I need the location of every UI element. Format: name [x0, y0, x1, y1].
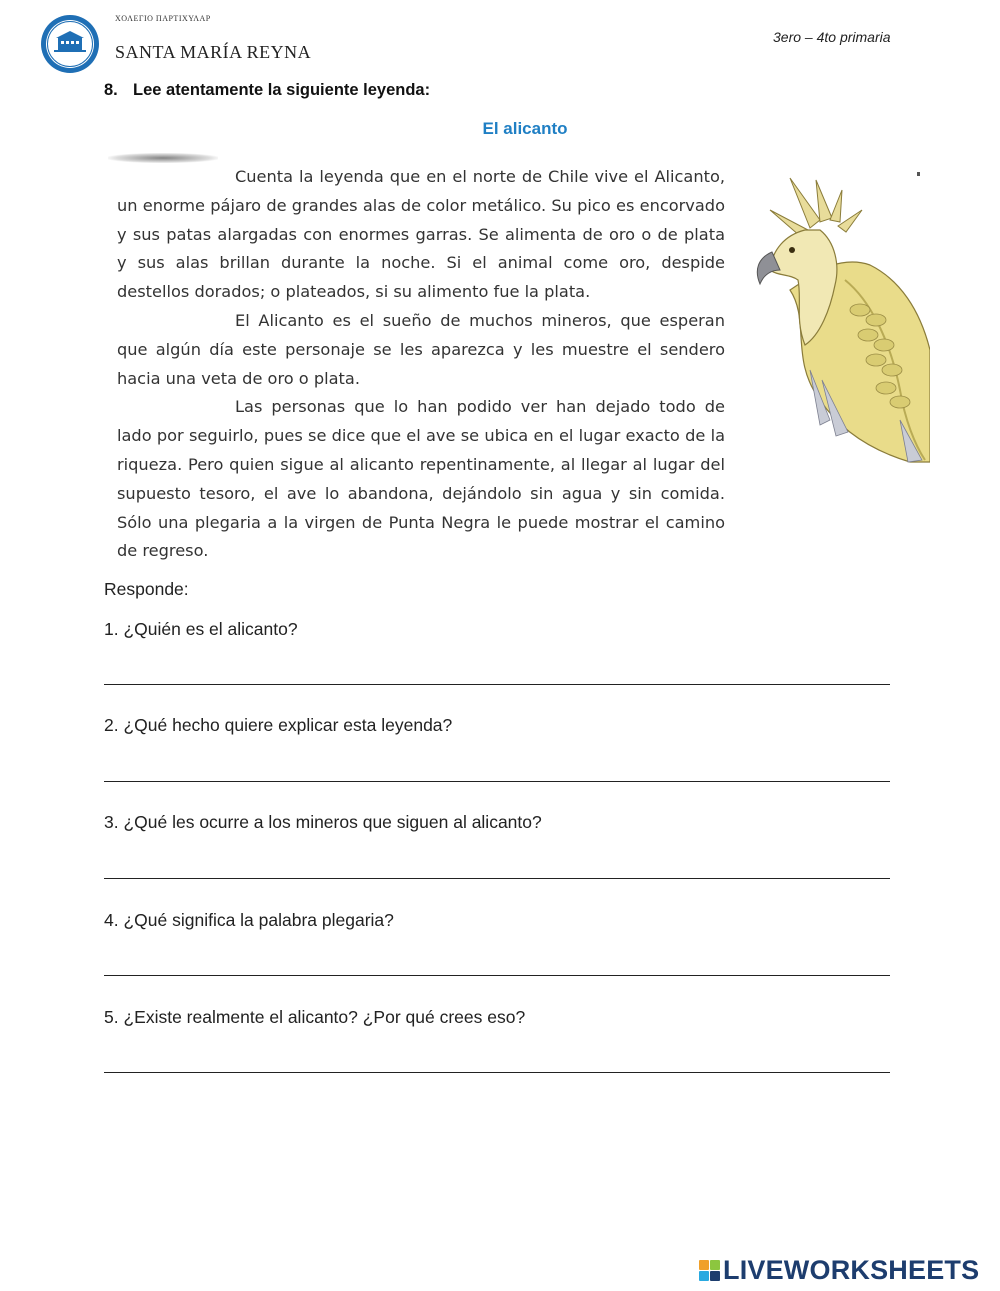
story-paragraph: Cuenta la leyenda que en el norte de Chile vive el Alicanto, un enorme pájaro de grandes alas de color metálico. Su pico es encorvado y sus patas alargadas con enormes garras. Se alimenta de oro o de plata y sus alas brillan durante la noche. Si el animal come oro, despide destellos dorados; o plateados, si su alimento fue la plata.	[117, 167, 725, 302]
instruction-text: Lee atentamente la siguiente leyenda:	[133, 81, 431, 99]
instruction-number: 8.	[104, 81, 118, 99]
story-text	[117, 163, 725, 566]
scan-dot	[917, 172, 920, 176]
school-name: SANTA MARÍA REYNA	[115, 42, 312, 62]
scan-smudge	[108, 153, 218, 163]
question-1: 1. ¿Quién es el alicanto?	[104, 619, 298, 639]
answer-line-1[interactable]	[104, 684, 890, 685]
story-paragraph: El Alicanto es el sueño de muchos mineros, que esperan que algún día este personaje se les aparezca y les muestre el sendero hacia una veta de oro o plata.	[117, 310, 725, 388]
answer-line-2[interactable]	[104, 781, 890, 782]
answer-line-3[interactable]	[104, 878, 890, 879]
story-paragraph: Las personas que lo han podido ver han dejado todo de lado por seguirlo, pues se dice que el ave se ubica en el lugar exacto de la riqueza. Pero quien sigue al alicanto repentinamente, al llegar al lugar del supuesto tesoro, el ave lo abandona, dejándolo sin agua y sin comida. Sólo una plegaria a la virgen de Punta Negra le puede mostrar el camino de regreso.	[117, 397, 725, 561]
story-title: El alicanto	[482, 119, 568, 138]
question-5: 5. ¿Existe realmente el alicanto? ¿Por qué crees eso?	[104, 1007, 526, 1027]
answer-line-5[interactable]	[104, 1072, 890, 1073]
question-2: 2. ¿Qué hecho quiere explicar esta leyenda?	[104, 715, 453, 735]
instruction-heading	[104, 81, 430, 100]
liveworksheets-brand	[699, 1255, 979, 1286]
liveworksheets-logo-icon	[699, 1260, 720, 1281]
question-3: 3. ¿Qué les ocurre a los mineros que siguen al alicanto?	[104, 812, 542, 832]
question-4: 4. ¿Qué significa la palabra plegaria?	[104, 910, 394, 930]
grade-label: 3ero – 4to primaria	[773, 29, 891, 45]
school-subtitle: ΧΟΛΕΓΙΟ ΠΑΡΤΙΧΥΛΑΡ	[115, 14, 211, 23]
alicanto-illustration	[750, 170, 930, 465]
respond-label: Responde:	[104, 579, 189, 599]
liveworksheets-wordmark: LIVEWORKSHEETS	[723, 1255, 980, 1285]
answer-line-4[interactable]	[104, 975, 890, 976]
school-logo-icon	[40, 14, 100, 74]
